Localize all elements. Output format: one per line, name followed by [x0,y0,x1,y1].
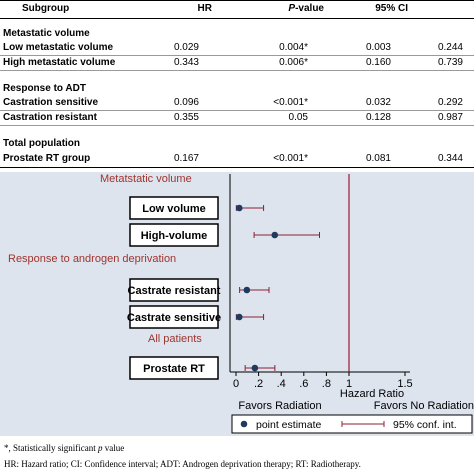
row-hr: 0.343 [173,57,199,68]
row-p: 0.05 [288,112,308,123]
section-title [0,27,474,41]
row-ci-low: 0.128 [365,112,391,123]
table-top-rule [0,0,474,1]
row-ci-low: 0.160 [365,57,391,68]
table-row [0,152,474,166]
section-title-text: Response to ADT [3,83,86,94]
row-label: Prostate RT [143,363,205,375]
row-hr: 0.167 [173,153,199,164]
row-p: 0.004* [279,42,308,53]
header-ci: 95% CI [375,3,408,14]
x-tick-label: .8 [321,378,331,390]
table-bottom-rule [0,167,474,168]
point-estimate [244,287,251,294]
row-hr: 0.029 [173,42,199,53]
row-label: Castration resistant [3,112,97,123]
row-label: Castrate sensitive [126,312,222,324]
row-ci-high: 0.344 [437,153,463,164]
table-row [0,41,474,55]
point-estimate [236,314,243,321]
section-title [0,137,474,151]
x-tick-label: 1 [345,378,353,390]
row-p: <0.001* [273,153,308,164]
table-row [0,96,474,110]
row-p: 0.006* [279,57,308,68]
row-ci-low: 0.081 [365,153,391,164]
legend-point-marker [241,421,248,428]
forest-plot [0,172,474,436]
x-axis-title: Hazard Ratio [339,388,405,400]
table-header-row [0,2,474,16]
x-tick-label: .4 [276,378,286,390]
row-hr: 0.096 [173,97,199,108]
table-row [0,111,474,125]
legend-point-label: point estimate [256,419,322,431]
row-divider [0,70,474,71]
x-tick-label: .6 [299,378,309,390]
row-ci-high: 0.244 [437,42,463,53]
row-label: High-volume [140,230,208,242]
group-heading: Metatstatic volume [100,173,192,185]
row-label: Low volume [142,203,206,215]
header-subgroup: Subgroup [22,3,70,14]
group-heading: Response to androgen deprivation [8,253,177,265]
section-title [0,82,474,96]
row-hr: 0.355 [173,112,199,123]
row-ci-high: 0.292 [437,97,463,108]
x-tick-label: .2 [254,378,264,390]
row-label: Low metastatic volume [3,42,114,53]
row-ci-low: 0.032 [365,97,391,108]
section-title-text: Metastatic volume [3,28,90,39]
favors-no-radiation-note: Favors No Radiation [373,400,474,412]
row-ci-high: 0.739 [437,57,463,68]
legend-interval-label: 95% conf. int. [393,419,457,431]
x-tick-label: 0 [232,378,240,390]
header-hr: HR [197,3,212,14]
row-p: <0.001* [273,97,308,108]
row-label: Castration sensitive [3,97,99,108]
footnote-abbreviations: HR: Hazard ratio; CI: Confidence interval; ADT: Androgen deprivation therapy; RT: Radiotherapy. [4,459,361,469]
row-ci-low: 0.003 [365,42,391,53]
group-heading: All patients [148,333,202,345]
favors-radiation-note: Favors Radiation [238,400,322,412]
row-ci-high: 0.987 [437,112,463,123]
results-table [0,0,474,172]
x-tick-label: 1.5 [397,378,413,390]
forest-plot-panel [0,172,474,436]
table-row [0,56,474,70]
row-divider [0,125,474,126]
row-label: Castrate resistant [127,285,221,297]
row-label: High metastatic volume [3,57,116,68]
table-header-rule [0,18,474,19]
row-label: Prostate RT group [3,153,91,164]
header-p-value: P-value [288,3,324,14]
section-title-text: Total population [3,138,81,149]
point-estimate [252,365,259,372]
point-estimate [271,232,278,239]
point-estimate [236,205,243,212]
footnote-significance: *, Statistically significant p value [4,443,125,453]
